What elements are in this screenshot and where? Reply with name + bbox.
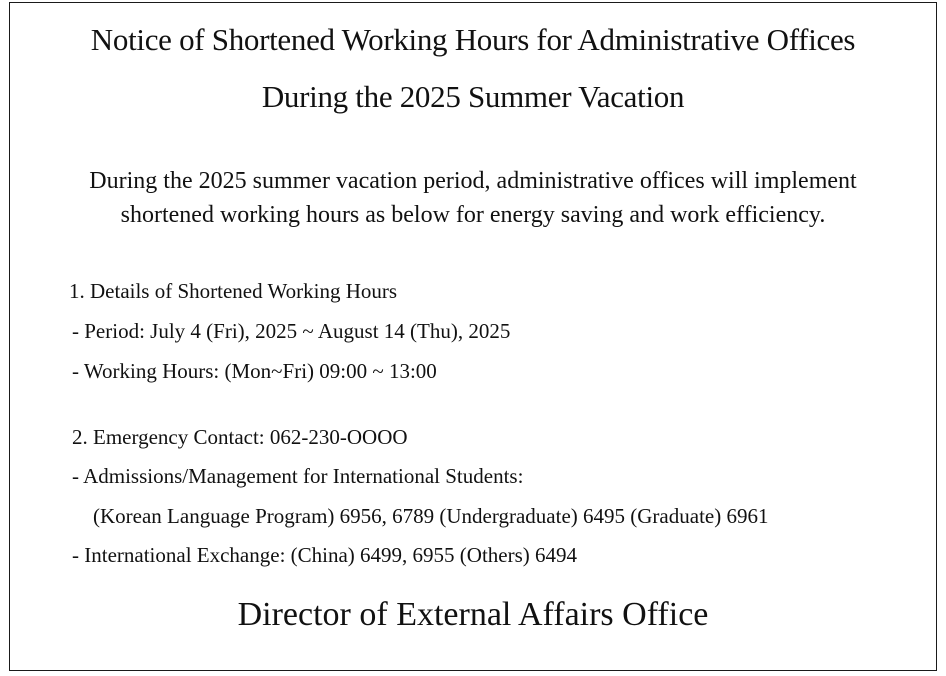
signature: Director of External Affairs Office xyxy=(237,596,709,633)
notice-title-line-2: During the 2025 Summer Vacation xyxy=(261,79,685,114)
section-2-heading: 2. Emergency Contact: 062-230-OOOO xyxy=(72,425,408,449)
intro-line-2: shortened working hours as below for energy saving and work efficiency. xyxy=(120,202,826,228)
notice-title-line-1: Notice of Shortened Working Hours for Administrative Offices xyxy=(90,22,856,57)
period-item: - Period: July 4 (Fri), 2025 ~ August 14 (Thu), 2025 xyxy=(72,319,511,343)
working-hours-item: - Working Hours: (Mon~Fri) 09:00 ~ 13:00 xyxy=(72,359,437,383)
intro-line-1: During the 2025 summer vacation period, administrative offices will implement xyxy=(89,168,857,194)
section-1-heading: 1. Details of Shortened Working Hours xyxy=(69,279,398,303)
admissions-detail: (Korean Language Program) 6956, 6789 (Undergraduate) 6495 (Graduate) 6961 xyxy=(93,504,769,528)
intro-paragraph xyxy=(0,164,946,232)
exchange-item: - International Exchange: (China) 6499, 6955 (Others) 6494 xyxy=(72,543,578,567)
admissions-item: - Admissions/Management for International Students: xyxy=(72,464,524,488)
